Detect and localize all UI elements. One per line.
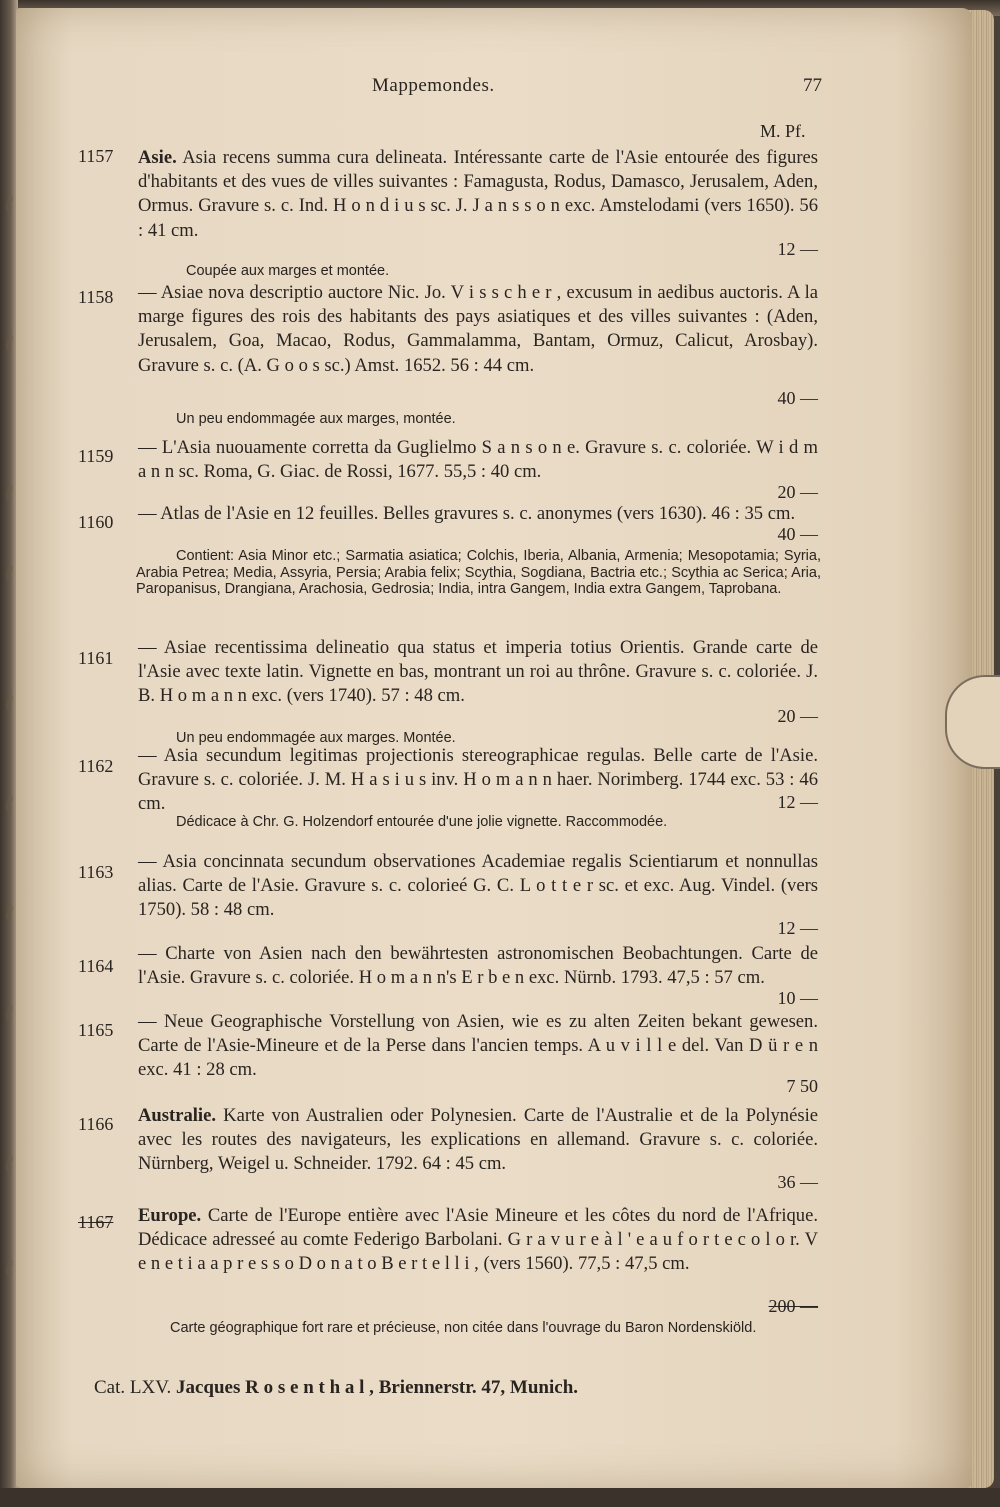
entry-note: Dédicace à Chr. G. Holzendorf entourée d'une jolie vignette. Raccommodée. [176,814,668,830]
pencil-mark: ℓ [4,481,14,506]
entry-note: Coupée aux marges et montée. [186,263,390,279]
entry-number: 1164 [78,956,114,976]
entry-description: — Charte von Asien nach den bewährtesten astronomischen Beobachtungen. Carte de l'Asie. Gravure s. c. coloriée. H o m a n n's E r b e n exc. Nürnb. 1793. 47,5 : 57 cm. [138,943,818,989]
entry-keyword: Europe. [138,1205,202,1226]
entry-description: — Neue Geographische Vorstellung von Asien, wie es zu alten Zeiten bekant gewesen. Carte de l'Asie-Mineure et de la Perse dans l'ancien temps. A u v i l l e del. Van D ü r e n exc. 41 : 28 cm. [138,1011,818,1081]
pencil-mark: ℓ [4,791,14,816]
entry-note: Un peu endommagée aux marges, montée. [176,411,456,427]
entry-price: 20 — [777,706,818,726]
pencil-mark: ℓ [4,1256,14,1281]
entry-price: 12 — [777,918,818,938]
entry-note: Carte géographique fort rare et précieuse, non citée dans l'ouvrage du Baron Nordenskiöld. [170,1320,757,1336]
entry-number: 1166 [78,1114,114,1134]
entry-price: 200 — [768,1296,818,1316]
entry-number: 1161 [78,648,114,668]
entry-description: — L'Asia nuouamente corretta da Guglielmo S a n s o n e. Gravure s. c. coloriée. W i d m a n n sc. Roma, G. Giac. de Rossi, 1677. 55,5 : 40 cm. [138,437,818,483]
currency-heading: M. Pf. [760,121,806,141]
publisher-name: Jacques [175,1377,241,1398]
entry-text: Carte de l'Europe entière avec l'Asie Mineure et les côtes du nord de l'Afrique. Dédicace adresseé au comte Federigo Barbolani. G r a v u r e à l ' e a u f o r t e c o l o r. V e n e t i a a p r e s s o D o n a t o B e r t e l l i , (vers 1560). 77,5 : 47,5 cm. [138,1205,818,1275]
entry-keyword: Asie. [138,147,177,168]
entry-text: Asia recens summa cura delineata. Intéressante carte de l'Asie entourée des figures d'habitants et des vues de villes suivantes : Famagusta, Rodus, Damasco, Jerusalem, Aden, Ormus. Gravure s. c. Ind. H o n d i u s sc. J. J a n s s o n exc. Amstelodami (vers 1650). 56 : 41 cm. [138,147,819,241]
entry-number: 1157 [78,146,114,166]
running-title: Mappemondes. [372,75,495,96]
pencil-mark: ℓ [4,561,14,586]
catalog-footer [94,1377,578,1399]
entry-price: 36 — [777,1172,818,1192]
entry-description [138,1204,818,1277]
pencil-mark: ℓ [4,691,14,716]
page-header [0,75,1000,105]
entry-price: 12 — [777,239,818,259]
entry-price: 12 — [777,792,818,812]
entry-description [138,1104,818,1177]
entry-note: Un peu endommagée aux marges. Montée. [176,730,456,746]
entry-description: — Asiae nova descriptio auctore Nic. Jo. V i s s c h e r , excusum in aedibus auctoris. A la marge figures des rois des habitants des pays asiatiques et des villes suivantes : (Aden, Jerusalem, Goa, Macao, Rodus, Gammalamma, Bantam, Ormuz, Calicut, Arosbay). Gravure s. c. (A. G o o s sc.) Amst. 1652. 56 : 44 cm. [138,282,818,376]
entry-price: 40 — [777,524,818,544]
catalog-number: Cat. LXV. [94,1377,172,1398]
entry-description: — Asia concinnata secundum observationes Academiae regalis Scientiarum et nonnullas alias. Carte de l'Asie. Gravure s. c. colorieé G. C. L o t t e r sc. et exc. Aug. Vindel. (vers 1750). 58 : 48 cm. [138,851,818,921]
entry-number: 1160 [78,512,114,532]
entry-price: 10 — [777,988,818,1008]
entry-description: — Asiae recentissima delineatio qua status et imperia totius Orientis. Grande carte de l'Asie avec texte latin. Vignette en bas, montrant un roi au thrône. Gravure s. c. coloriée. J. B. H o m a n n exc. (vers 1740). 57 : 48 cm. [138,637,818,707]
pencil-mark: ℓ [4,1001,14,1026]
entry-description: — Atlas de l'Asie en 12 feuilles. Belles gravures s. c. anonymes (vers 1630). 46 : 35 cm. [138,503,796,524]
entry-price: 40 — [777,388,818,408]
pencil-mark: ℓ [4,191,14,216]
entry-number: 1165 [78,1020,114,1040]
pencil-mark: ℓ [4,901,14,926]
publisher-surname: R o s e n t h a l , [245,1377,374,1398]
entry-number: 1159 [78,446,114,466]
publisher-address: Briennerstr. 47, Munich. [378,1377,579,1398]
entry-keyword: Australie. [138,1105,216,1126]
entry-price: 7 50 [786,1076,818,1096]
pencil-mark: ℓ [4,1151,14,1176]
entry-text: Karte von Australien oder Polynesien. Carte de l'Australie et de la Polynésie avec les routes des navigateurs, les explications en allemand. Gravure s. c. coloriée. Nürnberg, Weigel u. Schneider. 1792. 64 : 45 cm. [138,1105,818,1175]
entry-note: Contient: Asia Minor etc.; Sarmatia asiatica; Colchis, Iberia, Albania, Armenia; Mesopotamia; Syria, Arabia Petrea; Media, Assyria, Persia; Arabia felix; Scythia, Sogdiana, Bactria etc.; Scythia ac Serica; Aria, Paropanisus, Drangiana, Arachosia, Gedrosia; India, intra Gangem, India extra Gangem, Taprobana. [136,548,821,597]
entry-description: — Asia secundum legitimas projectionis stereographicae regulas. Belle carte de l'Asie. Gravure s. c. coloriée. J. M. H a s i u s inv. H o m a n n haer. Norimberg. 1744 exc. 53 : 46 cm. [138,745,818,815]
page-number: 77 [803,75,822,96]
entry-description [138,146,818,243]
entry-number: 1167 [78,1212,114,1232]
pencil-mark: ℓ [4,331,14,356]
entry-number: 1163 [78,862,114,882]
entry-price: 20 — [777,482,818,502]
entry-number: 1158 [78,287,114,307]
scan-border-bottom [0,1488,1000,1507]
entry-number: 1162 [78,756,114,776]
